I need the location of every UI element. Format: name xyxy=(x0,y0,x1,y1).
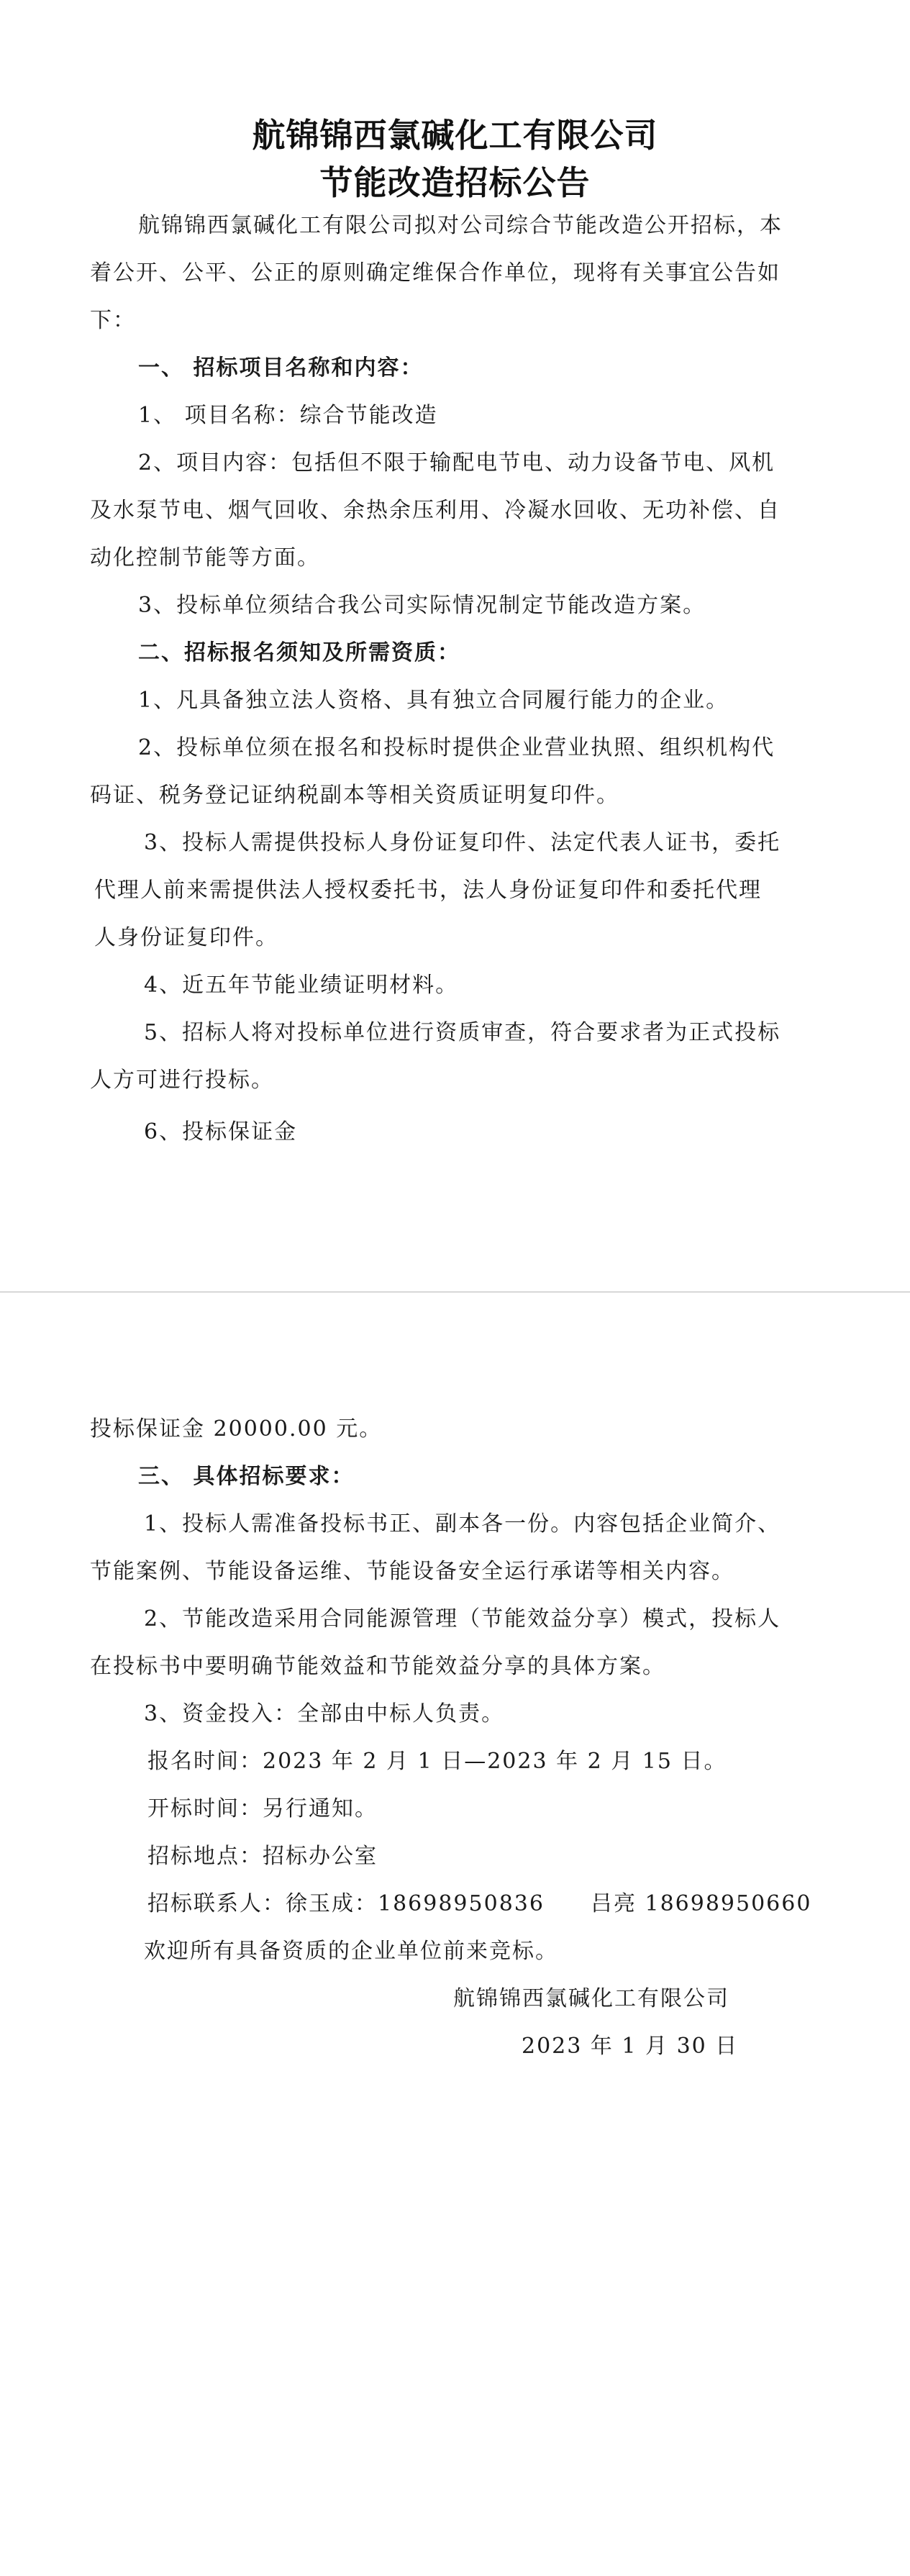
signature-company: 航锦锦西氯碱化工有限公司 xyxy=(453,1986,729,2011)
section-2-item-3-line-3: 人身份证复印件。 xyxy=(94,925,278,950)
intro-line-3: 下： xyxy=(90,308,136,333)
deposit-amount: 投标保证金 20000.00 元。 xyxy=(90,1416,383,1442)
section-1-item-2-line-2: 及水泵节电、烟气回收、余热余压利用、冷凝水回收、无功补偿、自 xyxy=(90,498,781,523)
section-2-item-6: 6、投标保证金 xyxy=(144,1119,298,1144)
welcome-note: 欢迎所有具备资质的企业单位前来竞标。 xyxy=(144,1939,558,1964)
section-1-item-2-line-1: 2、项目内容：包括但不限于输配电节电、动力设备节电、风机 xyxy=(138,450,775,475)
section-3-item-2-line-1: 2、节能改造采用合同能源管理（节能效益分享）模式，投标人 xyxy=(144,1606,781,1631)
section-2-heading: 二、招标报名须知及所需资质： xyxy=(138,640,460,665)
section-3-item-3: 3、资金投入：全部由中标人负责。 xyxy=(144,1701,505,1726)
signature-date: 2023 年 1 月 30 日 xyxy=(522,2034,739,2059)
opening-time: 开标时间：另行通知。 xyxy=(147,1796,378,1821)
section-2-item-3-line-2: 代理人前来需提供法人授权委托书，法人身份证复印件和委托代理 xyxy=(94,878,762,903)
section-1-item-3: 3、投标单位须结合我公司实际情况制定节能改造方案。 xyxy=(138,593,706,618)
bidding-contacts: 招标联系人：徐玉成：18698950836 吕亮 18698950660 xyxy=(147,1891,812,1916)
section-2-item-2-line-1: 2、投标单位须在报名和投标时提供企业营业执照、组织机构代 xyxy=(138,735,775,760)
section-2-item-1: 1、凡具备独立法人资格、具有独立合同履行能力的企业。 xyxy=(138,688,729,713)
document-subtitle: 节能改造招标公告 xyxy=(319,163,591,202)
section-3-item-2-line-2: 在投标书中要明确节能效益和节能效益分享的具体方案。 xyxy=(90,1654,665,1679)
bidding-location: 招标地点：招标办公室 xyxy=(147,1844,378,1869)
intro-line-1: 航锦锦西氯碱化工有限公司拟对公司综合节能改造公开招标，本 xyxy=(138,213,783,238)
document-title: 航锦锦西氯碱化工有限公司 xyxy=(252,116,658,155)
section-2-item-5-line-2: 人方可进行投标。 xyxy=(90,1068,274,1093)
section-2-item-4: 4、近五年节能业绩证明材料。 xyxy=(144,973,459,998)
section-2-item-2-line-2: 码证、税务登记证纳税副本等相关资质证明复印件。 xyxy=(90,783,619,808)
page-2 xyxy=(0,1293,910,2576)
section-1-item-2-line-3: 动化控制节能等方面。 xyxy=(90,545,320,570)
intro-line-2: 着公开、公平、公正的原则确定维保合作单位，现将有关事宜公告如 xyxy=(90,260,781,286)
section-3-item-1-line-1: 1、投标人需准备投标书正、副本各一份。内容包括企业简介、 xyxy=(144,1511,781,1537)
section-2-item-5-line-1: 5、招标人将对投标单位进行资质审查，符合要求者为正式投标 xyxy=(144,1020,781,1045)
section-3-heading: 三、 具体招标要求： xyxy=(138,1464,355,1489)
registration-time: 报名时间：2023 年 2 月 1 日—2023 年 2 月 15 日。 xyxy=(147,1749,727,1774)
section-3-item-1-line-2: 节能案例、节能设备运维、节能设备安全运行承诺等相关内容。 xyxy=(90,1559,734,1584)
section-2-item-3-line-1: 3、投标人需提供投标人身份证复印件、法定代表人证书，委托 xyxy=(144,830,781,855)
section-1-heading: 一、 招标项目名称和内容： xyxy=(138,355,424,381)
section-1-item-1: 1、 项目名称：综合节能改造 xyxy=(138,403,438,428)
